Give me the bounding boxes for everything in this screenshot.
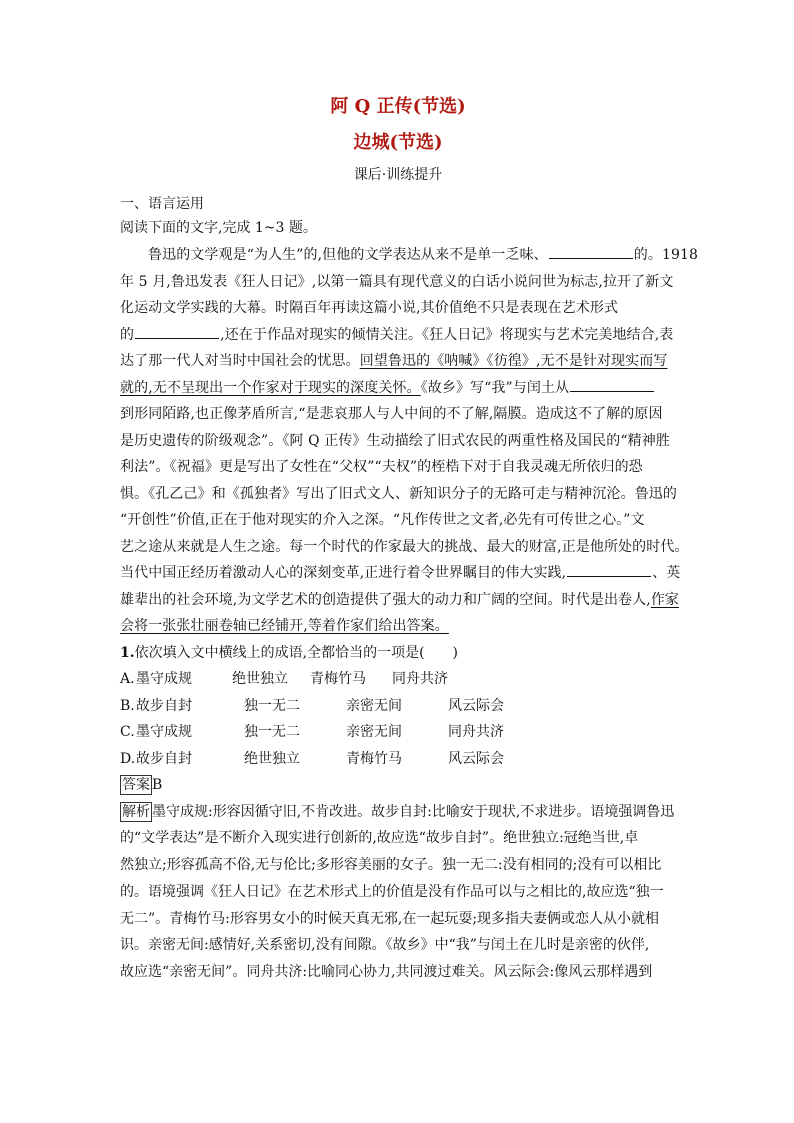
main-title: 阿 Q 正传(节选) — [330, 96, 466, 117]
underlined-sentence: 会将一张张壮丽卷轴已经铺开,等着作家们给出答案。 — [120, 618, 449, 634]
option-word: 墨守成规 — [136, 671, 192, 687]
question-text: 依次填入文中横线上的成语,全都恰当的一项是( ) — [134, 644, 458, 661]
option-c — [120, 719, 676, 746]
option-letter: C. — [120, 724, 135, 740]
passage-line — [120, 375, 676, 402]
reading-passage — [120, 242, 698, 640]
underlined-sentence: 就的,无不呈现出一个作家对于现实的深度关怀。 — [120, 379, 421, 396]
passage-line: 惧。《孔乙己》和《孤独者》写出了旧式文人、新知识分子的无路可走与精神沉沦。鲁迅的 — [120, 485, 677, 502]
analysis-text: 墨守成规:形容因循守旧,不肯改进。故步自封:比喻安于现状,不求进步。语境强调鲁迅 — [152, 803, 675, 820]
option-word: 同舟共济 — [392, 671, 448, 687]
option-word: 绝世独立 — [244, 750, 300, 767]
passage-text: 、英 — [652, 565, 681, 581]
option-letter: B. — [120, 697, 135, 714]
underlined-sentence: 回望鲁迅的《呐喊》《彷徨》,无不是针对现实而写 — [359, 353, 668, 369]
fill-blank-1 — [549, 242, 633, 259]
passage-line — [120, 587, 680, 614]
option-word: 故步自封 — [136, 697, 192, 714]
passage-text: 当代中国正经历着激动人心的深刻变革,正进行着令世界瞩目的伟大实践, — [120, 565, 567, 581]
option-word: 同舟共济 — [448, 724, 504, 740]
analysis-line: 无二”。青梅竹马:形容男女小的时候天真无邪,在一起玩耍;现多指夫妻俩或恋人从小就相 — [120, 910, 660, 927]
instruction: 阅读下面的文字,完成 1~3 题。 — [120, 220, 317, 236]
option-word: 绝世独立 — [232, 671, 288, 687]
option-b — [120, 693, 676, 720]
passage-text: 雄辈出的社会环境,为文学艺术的创造提供了强大的动力和广阔的空间。时代是出卷人, — [120, 591, 651, 608]
fill-blank-2 — [135, 322, 219, 339]
passage-text: 的 — [120, 326, 135, 343]
option-word: 墨守成规 — [136, 724, 192, 740]
passage-text: 鲁迅的文学观是“为人生”的,但他的文学表达从来不是单一乏味、 — [148, 247, 548, 263]
option-letter: A. — [120, 671, 135, 687]
answer-label: 答案 — [122, 777, 150, 793]
passage-line: 艺之途从来就是人生之途。每一个时代的作家最大的挑战、最大的财富,正是他所处的时代。 — [120, 538, 689, 555]
fill-blank-3 — [570, 375, 654, 392]
option-word: 故步自封 — [136, 750, 192, 767]
question-number: 1. — [120, 644, 135, 661]
passage-line — [120, 613, 676, 640]
passage-line — [120, 322, 676, 349]
passage-line: 是历史遗传的阶级观念”。《阿 Q 正传》生动描绘了旧式农民的两重性格及国民的“精神胜 — [120, 432, 670, 449]
passage-line — [120, 348, 676, 375]
option-word: 亲密无间 — [346, 697, 402, 714]
passage-line: “开创性”价值,正在于他对现实的介入之深。“凡作传世之文者,必先有可传世之心。”文 — [120, 512, 645, 528]
option-word: 独一无二 — [244, 724, 300, 740]
analysis-line — [120, 799, 676, 826]
analysis-line: 的“文学表达”是不断介入现实进行创新的,故应选“故步自封”。绝世独立:冠绝当世,卓 — [120, 830, 639, 847]
passage-text: 《故乡》写“我”与闰土从 — [420, 379, 570, 396]
answer-value: B — [152, 777, 163, 793]
passage-line — [120, 242, 698, 269]
analysis-line: 故应选“亲密无间”。同舟共济:比喻同心协力,共同渡过难关。风云际会:像风云那样遇到 — [120, 964, 653, 981]
analysis-block — [120, 799, 676, 987]
passage-line: 年 5 月,鲁迅发表《狂人日记》,以第一篇具有现代意义的白话小说问世为标志,拉开了新文 — [120, 273, 674, 290]
option-word: 风云际会 — [448, 750, 504, 767]
option-word: 风云际会 — [448, 697, 504, 714]
passage-text: 达了那一代人对当时中国社会的忧思。 — [120, 353, 360, 369]
option-d — [120, 746, 676, 773]
passage-text: 的。1918 — [633, 247, 698, 263]
option-word: 青梅竹马 — [346, 750, 402, 767]
passage-line — [120, 560, 681, 587]
option-word: 独一无二 — [244, 697, 300, 714]
question-stem — [120, 640, 676, 667]
subtitle: 课后·训练提升 — [353, 167, 443, 183]
passage-line: 到形同陌路,也正像茅盾所言,“是悲哀那人与人中间的不了解,隔膜。造成这不了解的原因 — [120, 406, 663, 422]
option-a — [120, 666, 676, 693]
fill-blank-4 — [567, 560, 651, 577]
analysis-label: 解析 — [122, 803, 150, 820]
analysis-line: 识。亲密无间:感情好,关系密切,没有间隙。《故乡》中“我”与闰土在儿时是亲密的伙伴, — [120, 937, 650, 954]
underlined-sentence: 作家 — [650, 591, 680, 608]
passage-line: 利法”。《祝福》更是写出了女性在“父权”“夫权”的桎梏下对于自我灵魂无所依归的恐 — [120, 459, 643, 475]
option-word: 青梅竹马 — [310, 671, 366, 687]
passage-line: 化运动文学实践的大幕。时隔百年再读这篇小说,其价值绝不只是表现在艺术形式 — [120, 300, 619, 316]
answer-line — [120, 772, 676, 799]
secondary-title: 边城(节选) — [353, 132, 443, 153]
passage-text: ,还在于作品对现实的倾情关注。《狂人日记》将现实与艺术完美地结合,表 — [220, 326, 674, 343]
document-page — [120, 96, 698, 986]
section-heading: 一、语言运用 — [120, 196, 204, 212]
option-letter: D. — [120, 750, 136, 767]
option-word: 亲密无间 — [346, 724, 402, 740]
analysis-line: 的。语境强调《狂人日记》在艺术形式上的价值是没有作品可以与之相比的,故应选“独一 — [120, 883, 664, 900]
analysis-line: 然独立;形容孤高不俗,无与伦比;多形容美丽的女子。独一无二:没有相同的;没有可以相比 — [120, 857, 662, 874]
